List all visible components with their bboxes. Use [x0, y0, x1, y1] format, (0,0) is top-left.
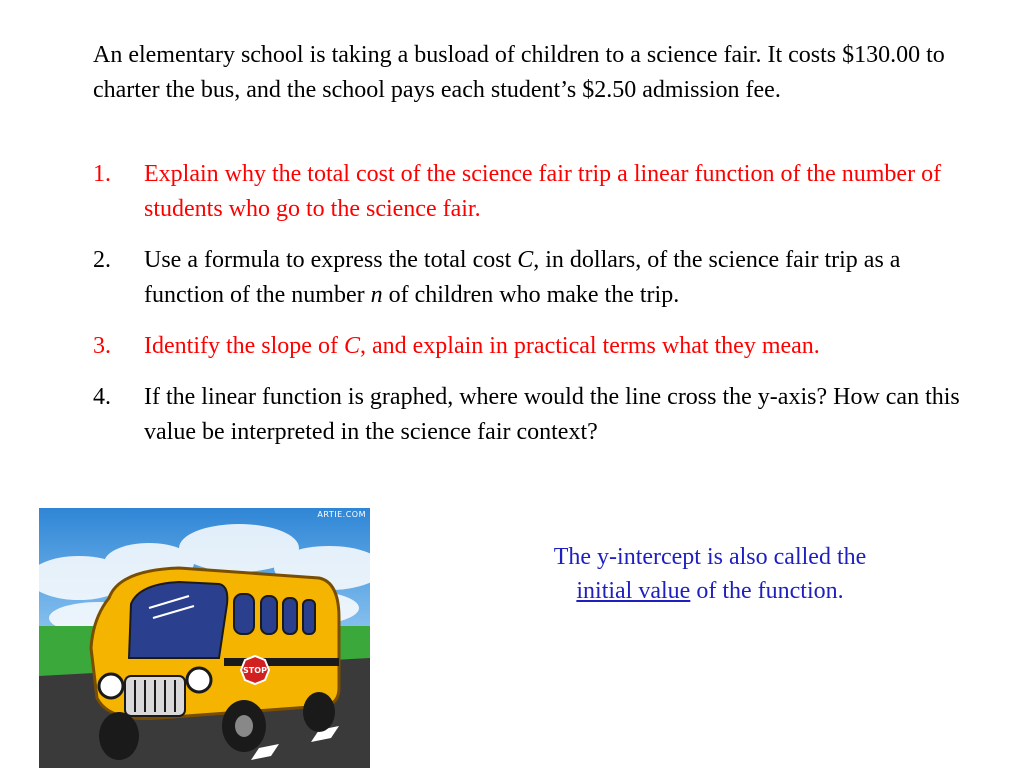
stop-sign-text: STOP: [243, 666, 267, 675]
question-text-end: , and explain in practical terms what they mean.: [359, 333, 820, 359]
initial-value-note: [500, 540, 920, 608]
question-item-3: [93, 329, 973, 364]
question-number: 2.: [93, 247, 111, 273]
question-text: If the linear function is graphed, where would the line cross the y-axis? How can this value be interpreted in the science fair context?: [144, 384, 960, 445]
question-number: 1.: [93, 161, 111, 187]
school-bus-clipart: [39, 508, 370, 768]
question-text-start: Identify the slope of: [144, 333, 344, 359]
variable-n: n: [370, 282, 383, 308]
question-text-middle: , in dollars, of the science fair trip as a function of the number: [144, 247, 901, 308]
question-text: Explain why the total cost of the science fair trip a linear function of the number of students who go to the science fair.: [144, 161, 942, 222]
question-text-start: Use a formula to express the total cost: [144, 247, 518, 273]
note-line-2: [500, 574, 920, 608]
note-line-1: The y-intercept is also called the: [553, 544, 867, 570]
watermark: ARTIE.COM: [317, 510, 366, 519]
school-bus-icon: [39, 508, 370, 768]
question-item-1: [93, 157, 973, 227]
question-number: 3.: [93, 333, 111, 359]
question-number: 4.: [93, 384, 111, 410]
note-tail: of the function.: [690, 578, 844, 604]
question-item-4: [93, 380, 973, 450]
initial-value-term: initial value: [576, 578, 691, 604]
question-item-2: [93, 243, 973, 313]
variable-c: C: [343, 333, 360, 359]
question-list: [93, 157, 973, 466]
variable-c: C: [517, 247, 534, 273]
question-text-end: of children who make the trip.: [382, 282, 680, 308]
intro-paragraph: An elementary school is taking a busload of children to a science fair. It costs $130.00 to charter the bus, and the school pays each student’s $2.50 admission fee.: [93, 42, 945, 103]
